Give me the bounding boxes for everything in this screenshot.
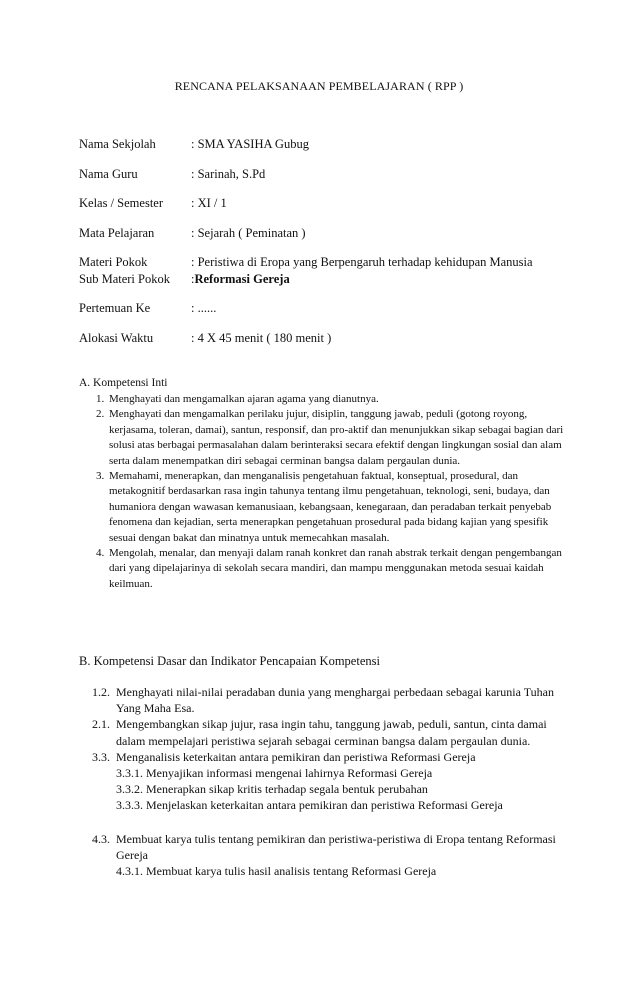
- basic-competency-list: [92, 684, 567, 879]
- list-subitem: [92, 863, 567, 879]
- list-number: 3.3.2.: [116, 782, 143, 797]
- list-item: [92, 716, 567, 748]
- list-text: Mengembangkan sikap jujur, rasa ingin tahu, tanggung jawab, peduli, santun, cinta damai dalam mempelajari peristiwa sejarah sebagai cerminan bangsa dalam pergaulan dunia.: [116, 717, 547, 748]
- list-number: 3.: [96, 470, 105, 483]
- identity-value: : SMA YASIHA Gubug: [191, 137, 309, 151]
- list-number: 2.1.: [92, 717, 110, 732]
- list-number: 3.3.3.: [116, 798, 143, 813]
- list-text: Membuat karya tulis hasil analisis tentang Reformasi Gereja: [146, 864, 437, 879]
- identity-row-subject: [79, 226, 306, 241]
- identity-value: : 4 X 45 menit ( 180 menit ): [191, 331, 332, 345]
- identity-row-sub-material: [79, 272, 290, 287]
- list-number: 4.3.1.: [116, 864, 143, 879]
- list-number: 4.3.: [92, 831, 110, 846]
- list-text: Menghayati nilai-nilai peradaban dunia yang menghargai perbedaan sebagai karunia Tuhan Yang Maha Esa.: [116, 685, 554, 716]
- list-text: Membuat karya tulis tentang pemikiran dan peristiwa-peristiwa di Eropa tentang Reformasi Gereja: [116, 831, 556, 862]
- list-item: [79, 469, 569, 546]
- list-text: Menyajikan informasi mengenai lahirnya Reformasi Gereja: [146, 766, 433, 781]
- identity-row-material: [79, 255, 533, 270]
- list-number: 4.: [96, 547, 105, 560]
- list-text: Menganalisis keterkaitan antara pemikiran dan peristiwa Reformasi Gereja: [116, 749, 476, 764]
- identity-row-school: [79, 137, 309, 152]
- list-text: Memahami, menerapkan, dan menganalisis pengetahuan faktual, konseptual, prosedural, dan metakognitif berdasarkan rasa ingin tahunya tentang ilmu pengetahuan, teknologi, seni, budaya, dan humaniora dengan wawasan kemanusiaan, kebangsaan, kenegaraan, dan peradaban terkait penyebab fenomena dan kejadian, serta menerapkan pengetahuan prosedural pada bidang kajian yang spesifik sesuai dengan bakat dan minatnya untuk memecahkan masalah.: [109, 470, 552, 544]
- identity-value: : XI / 1: [191, 196, 227, 210]
- identity-label: Nama Sekjolah: [79, 137, 156, 151]
- list-item: [92, 831, 567, 863]
- identity-value: : ......: [191, 301, 217, 315]
- identity-value: Reformasi Gereja: [194, 272, 290, 286]
- identity-row-class: [79, 196, 227, 211]
- identity-value: : Sejarah ( Peminatan ): [191, 226, 306, 240]
- identity-label: Sub Materi Pokok: [79, 272, 170, 286]
- list-item: [79, 407, 569, 469]
- list-subitem: [92, 765, 567, 781]
- list-item: [79, 546, 569, 592]
- identity-value: : Sarinah, S.Pd: [191, 167, 266, 181]
- list-item: [92, 684, 567, 716]
- list-number: 1.2.: [92, 685, 110, 699]
- identity-row-time: [79, 331, 331, 346]
- list-subitem: [92, 797, 567, 813]
- identity-label: Pertemuan Ke: [79, 301, 151, 315]
- list-number: 3.3.: [92, 749, 110, 764]
- identity-value-prefix: :: [191, 272, 195, 286]
- page-title: RENCANA PELAKSANAAN PEMBELAJARAN ( RPP ): [174, 79, 464, 93]
- identity-label: Materi Pokok: [79, 255, 148, 269]
- list-item: [92, 749, 567, 765]
- list-text: Mengolah, menalar, dan menyaji dalam ranah konkret dan ranah abstrak terkait dengan pengembangan dari yang dipelajarinya di sekolah secara mandiri, dan mampu menggunakan metoda sesuai kaidah keilmuan.: [109, 547, 562, 590]
- identity-label: Alokasi Waktu: [79, 331, 154, 345]
- list-text: Menghayati dan mengamalkan ajaran agama yang dianutnya.: [109, 393, 379, 405]
- identity-row-teacher: [79, 167, 265, 182]
- identity-label: Kelas / Semester: [79, 196, 164, 210]
- list-text: Menghayati dan mengamalkan perilaku jujur, disiplin, tanggung jawab, peduli (gotong royong, kerjasama, toleran, damai), santun, responsif, dan pro-aktif dan menunjukkan sikap sebagai bagian dari solusi atas berbagai permasalahan dalam berinteraksi secara efektif dengan lingkungan sosial dan alam serta dalam menempatkan diri sebagai cerminan bangsa dalam pergaulan dunia.: [109, 408, 564, 467]
- list-subitem: [92, 781, 567, 797]
- list-number: 3.3.1.: [116, 766, 143, 781]
- section-b-heading: B. Kompetensi Dasar dan Indikator Pencapaian Kompetensi: [79, 654, 380, 668]
- identity-value: : Peristiwa di Eropa yang Berpengaruh terhadap kehidupan Manusia: [191, 255, 533, 269]
- identity-label: Mata Pelajaran: [79, 226, 155, 240]
- core-competency-list: [79, 392, 569, 592]
- list-text: Menjelaskan keterkaitan antara pemikiran dan peristiwa Reformasi Gereja: [146, 798, 503, 813]
- list-text: Menerapkan sikap kritis terhadap segala bentuk perubahan: [146, 782, 428, 797]
- identity-row-meeting: [79, 301, 216, 316]
- list-number: 2.: [96, 408, 105, 421]
- list-item: [79, 392, 569, 407]
- section-a-heading: A. Kompetensi Inti: [79, 377, 168, 389]
- list-number: 1.: [96, 393, 105, 405]
- identity-label: Nama Guru: [79, 167, 138, 181]
